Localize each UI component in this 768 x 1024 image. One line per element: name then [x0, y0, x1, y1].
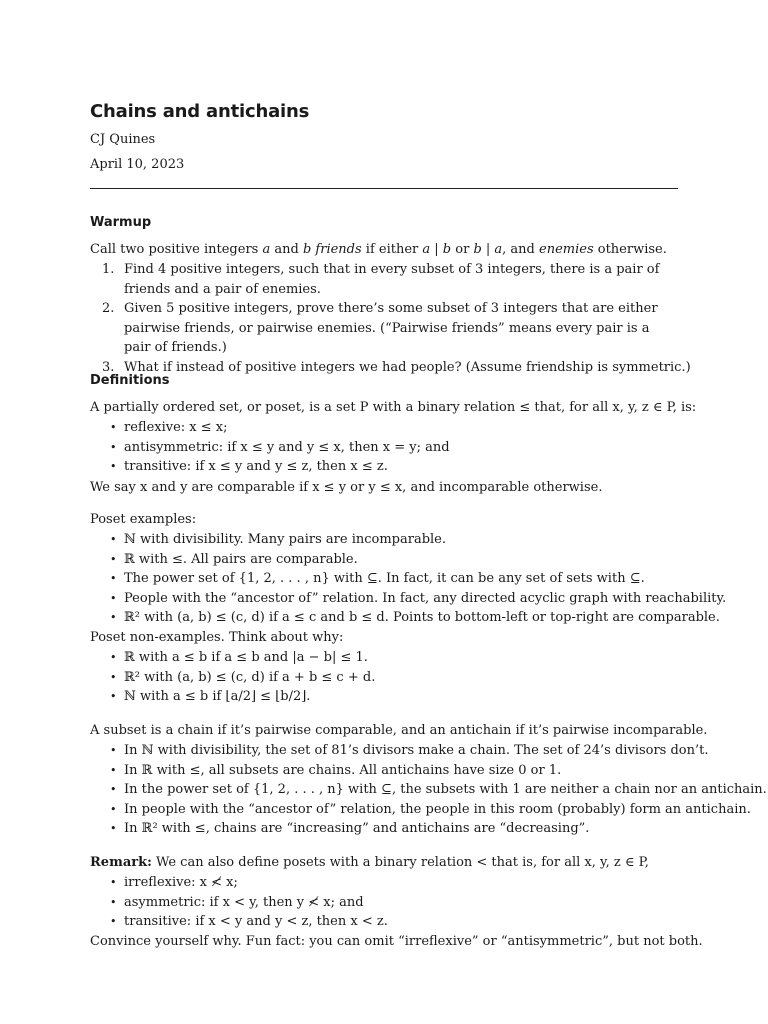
warmup-item: 3. What if instead of positive integers we had people? (Assume friendship is symmetric.)	[102, 359, 691, 375]
remark-properties-list	[90, 873, 678, 932]
warmup-intro: Call two positive integers a and b friends if either a | b or b | a, and enemies otherwise.	[90, 242, 667, 257]
date: April 10, 2023	[90, 157, 185, 172]
example-item: • ℕ with divisibility. Many pairs are incomparable.	[110, 532, 446, 547]
chain-example-item: • In ℕ with divisibility, the set of 81’s divisors make a chain. The set of 24’s divisors don’t.	[110, 743, 709, 758]
remark-paragraph: Remark: We can also define posets with a binary relation < that is, for all x, y, z ∈ P,	[90, 855, 649, 870]
comparable-definition: We say x and y are comparable if x ≤ y or y ≤ x, and incomparable otherwise.	[90, 480, 603, 495]
warmup-list	[90, 260, 691, 377]
nonexample-item: • ℝ with a ≤ b if a ≤ b and |a − b| ≤ 1.	[110, 650, 368, 665]
example-item: • ℝ with ≤. All pairs are comparable.	[110, 551, 358, 567]
section-heading-definitions: Definitions	[90, 373, 170, 388]
property-item: • reflexive: x ≤ x;	[110, 420, 228, 435]
example-item: • ℝ² with (a, b) ≤ (c, d) if a ≤ c and b ≤ d. Points to bottom-left or top-right are comparable.	[110, 610, 720, 625]
warmup-item: 1. Find 4 positive integers, such that in every subset of 3 integers, there is a pair of friends and a pair of enemies.	[102, 262, 660, 297]
examples-list	[90, 530, 727, 628]
chain-example-item: • In the power set of {1, 2, . . . , n} with ⊆, the subsets with 1 are neither a chain nor an antichain.	[110, 782, 767, 797]
remark-item: • transitive: if x < y and y < z, then x < z.	[110, 914, 388, 929]
nonexample-item: • ℝ² with (a, b) ≤ (c, d) if a + b ≤ c + d.	[110, 669, 376, 685]
nonexamples-list	[90, 648, 678, 707]
example-item: • People with the “ancestor of” relation. In fact, any directed acyclic graph with reachability.	[110, 590, 727, 606]
warmup-item: 2. Given 5 positive integers, prove there’s some subset of 3 integers that are either pairwise friends, or pairwise enemies. (“Pairwise friends” means every pair is a pair of friends.)	[102, 301, 658, 355]
chain-definition: A subset is a chain if it’s pairwise comparable, and an antichain if it’s pairwise incomparable.	[90, 723, 708, 738]
document-title: Chains and antichains	[90, 101, 310, 122]
chain-example-item: • In ℝ² with ≤, chains are “increasing” and antichains are “decreasing”.	[110, 821, 590, 836]
closing-paragraph: Convince yourself why. Fun fact: you can omit “irreflexive” or “antisymmetric”, but not both.	[90, 934, 703, 949]
poset-properties-list	[90, 418, 678, 477]
remark-label: Remark:	[90, 855, 152, 870]
section-heading-warmup: Warmup	[90, 215, 152, 230]
remark-item: • asymmetric: if x < y, then y ≮ x; and	[110, 894, 364, 910]
poset-definition: A partially ordered set, or poset, is a set P with a binary relation ≤ that, for all x, y, z ∈ P, is:	[90, 400, 697, 415]
title-rule	[90, 188, 678, 189]
remark-item: • irreflexive: x ≮ x;	[110, 875, 238, 890]
chain-example-item: • In people with the “ancestor of” relation, the people in this room (probably) form an antichain.	[110, 801, 751, 817]
author: CJ Quines	[90, 132, 156, 147]
nonexample-item: • ℕ with a ≤ b if ⌊a/2⌋ ≤ ⌊b/2⌋.	[110, 689, 311, 704]
examples-title: Poset examples:	[90, 512, 197, 527]
chain-example-item: • In ℝ with ≤, all subsets are chains. All antichains have size 0 or 1.	[110, 762, 562, 778]
nonexamples-title: Poset non-examples. Think about why:	[90, 630, 344, 645]
example-item: • The power set of {1, 2, . . . , n} with ⊆. In fact, it can be any set of sets with ⊆.	[110, 571, 645, 586]
property-item: • transitive: if x ≤ y and y ≤ z, then x ≤ z.	[110, 459, 388, 474]
property-item: • antisymmetric: if x ≤ y and y ≤ x, then x = y; and	[110, 439, 450, 455]
chain-examples-list	[90, 741, 767, 839]
